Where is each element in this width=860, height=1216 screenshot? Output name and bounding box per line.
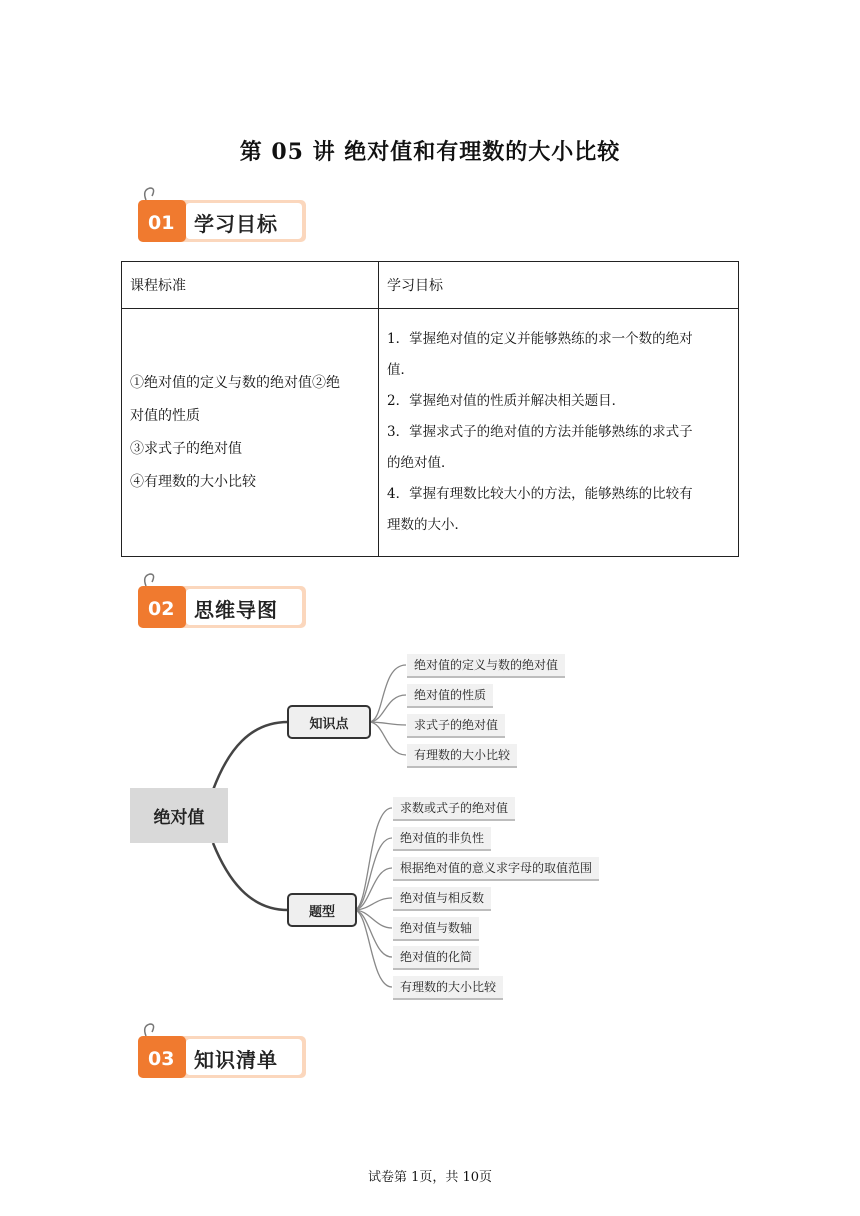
mindmap-leaf: 根据绝对值的意义求字母的取值范围 (393, 857, 599, 881)
standard-line: ③求式子的绝对值 (130, 440, 242, 457)
section-label: 思维导图 (194, 598, 278, 622)
section-badge-mindmap (132, 572, 312, 628)
mindmap-leaf: 绝对值的非负性 (393, 827, 491, 851)
standards-cell (122, 309, 379, 557)
goal-line: 1．掌握绝对值的定义并能够熟练的求一个数的绝对 (387, 331, 693, 347)
section-number: 03 (148, 1048, 175, 1070)
section-badge-knowledge-list (132, 1022, 312, 1078)
page-title: 第 05 讲 绝对值和有理数的大小比较 (239, 139, 621, 165)
connector-root-knowledge (213, 722, 288, 790)
page-footer: 试卷第 1页，共 10页 (367, 1170, 493, 1185)
mindmap-leaf: 绝对值与相反数 (393, 887, 491, 911)
mindmap-branch-knowledge: 知识点 (287, 705, 371, 739)
mindmap-leaf: 有理数的大小比较 (407, 744, 517, 768)
section-label: 知识清单 (194, 1048, 278, 1072)
section-number: 01 (148, 212, 175, 234)
mindmap-leaf: 绝对值的性质 (407, 684, 493, 708)
mindmap-leaf: 绝对值与数轴 (393, 917, 479, 941)
goal-line: 3．掌握求式子的绝对值的方法并能够熟练的求式子 (387, 424, 693, 440)
standard-line: ④有理数的大小比较 (130, 473, 256, 490)
connector-root-types (213, 843, 288, 910)
table-row (122, 309, 739, 557)
header-goal: 学习目标 (379, 262, 739, 309)
goal-line: 值． (387, 362, 414, 378)
goal-line: 4．掌握有理数比较大小的方法，能够熟练的比较有 (387, 486, 693, 502)
mindmap-leaf: 绝对值的化简 (393, 946, 479, 970)
section-badge-objectives (132, 186, 312, 242)
mindmap-branch-types: 题型 (287, 893, 357, 927)
goal-line: 2．掌握绝对值的性质并解决相关题目． (387, 393, 626, 409)
mindmap-leaf: 求数或式子的绝对值 (393, 797, 515, 821)
mindmap-root: 绝对值 (130, 788, 228, 843)
mindmap-leaf: 有理数的大小比较 (393, 976, 503, 1000)
table-header-row (122, 262, 739, 309)
goal-line: 理数的大小． (387, 517, 468, 533)
mindmap-leaf: 绝对值的定义与数的绝对值 (407, 654, 565, 678)
mindmap-leaf: 求式子的绝对值 (407, 714, 505, 738)
goal-line: 的绝对值． (387, 455, 455, 471)
objectives-table (121, 261, 739, 557)
header-standard: 课程标准 (122, 262, 379, 309)
section-label: 学习目标 (194, 212, 278, 236)
section-number: 02 (148, 598, 175, 620)
standard-line: 对值的性质 (130, 407, 200, 424)
standard-line: ①绝对值的定义与数的绝对值②绝 (130, 374, 340, 391)
goals-cell (379, 309, 739, 557)
